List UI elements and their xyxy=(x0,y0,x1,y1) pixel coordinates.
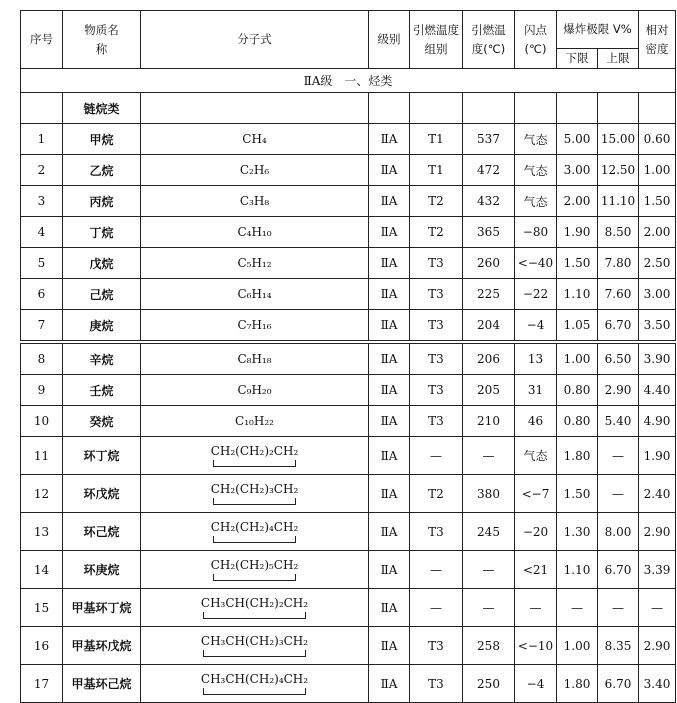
cell-lower-limit: 1.30 xyxy=(557,513,598,551)
formula-text: CH₂(CH₂)₂CH₂ xyxy=(210,444,299,458)
cell-formula xyxy=(141,124,369,155)
cell-no: 14 xyxy=(21,551,63,589)
cell-flash-point: <21 xyxy=(515,551,557,589)
cell-name: 辛烷 xyxy=(63,344,141,375)
cell-lower-limit: 1.10 xyxy=(557,551,598,589)
cell-name: 己烷 xyxy=(63,279,141,310)
cell-relative-density: 3.00 xyxy=(639,279,676,310)
cell-lower-limit: 0.80 xyxy=(557,406,598,437)
cell-no: 4 xyxy=(21,217,63,248)
cell-relative-density: 2.50 xyxy=(639,248,676,279)
table-row xyxy=(21,627,676,665)
formula-text: CH₄ xyxy=(242,132,267,146)
formula-text: C₆H₁₄ xyxy=(237,287,272,301)
cell-ignition-temp: 225 xyxy=(463,279,515,310)
table-row xyxy=(21,279,676,310)
cell-relative-density: 4.90 xyxy=(639,406,676,437)
table-row xyxy=(21,217,676,248)
cell-flash-point: <−40 xyxy=(515,248,557,279)
table-row xyxy=(21,344,676,375)
cell-upper-limit: 15.00 xyxy=(598,124,639,155)
cell-grade: ⅡA xyxy=(369,627,410,665)
ring-formula xyxy=(201,672,308,695)
cell-no: 7 xyxy=(21,310,63,341)
cell-temp-group: T3 xyxy=(410,665,463,703)
cell-no: 8 xyxy=(21,344,63,375)
cell-name: 戊烷 xyxy=(63,248,141,279)
cell-name: 乙烷 xyxy=(63,155,141,186)
ring-bond-bracket xyxy=(213,498,297,505)
cell-formula xyxy=(141,344,369,375)
cell-grade: ⅡA xyxy=(369,475,410,513)
formula-text: C₉H₂₀ xyxy=(237,383,272,397)
cell-flash-point: <−7 xyxy=(515,475,557,513)
cell-ignition-temp: 206 xyxy=(463,344,515,375)
cell-temp-group: T3 xyxy=(410,310,463,341)
cell-relative-density: 1.00 xyxy=(639,155,676,186)
cell-upper-limit: 12.50 xyxy=(598,155,639,186)
cell-lower-limit: 1.50 xyxy=(557,475,598,513)
cell-relative-density: 2.00 xyxy=(639,217,676,248)
header-lower-limit: 下限 xyxy=(557,49,598,69)
formula-text: C₇H₁₆ xyxy=(237,318,272,332)
cell-upper-limit: 8.50 xyxy=(598,217,639,248)
cell-temp-group: T3 xyxy=(410,627,463,665)
cell-relative-density: 3.50 xyxy=(639,310,676,341)
ring-bond-bracket xyxy=(213,460,297,467)
cell-no: 15 xyxy=(21,589,63,627)
cell-name: 甲基环戊烷 xyxy=(63,627,141,665)
cell-formula xyxy=(141,155,369,186)
cell-no: 2 xyxy=(21,155,63,186)
table-row xyxy=(21,406,676,437)
cell-lower-limit: 1.00 xyxy=(557,344,598,375)
cell-relative-density: 2.40 xyxy=(639,475,676,513)
formula-text: CH₃CH(CH₂)₃CH₂ xyxy=(200,634,309,648)
header-upper-limit: 上限 xyxy=(598,49,639,69)
ring-formula xyxy=(201,634,308,657)
cell-grade: ⅡA xyxy=(369,513,410,551)
cell-grade: ⅡA xyxy=(369,217,410,248)
section-title: ⅡA级 一、烃类 xyxy=(21,69,676,93)
cell-grade: ⅡA xyxy=(369,437,410,475)
cell-name: 壬烷 xyxy=(63,375,141,406)
cell-grade: ⅡA xyxy=(369,551,410,589)
cell-name: 甲基环己烷 xyxy=(63,665,141,703)
cell-flash-point: 气态 xyxy=(515,124,557,155)
cell-grade: ⅡA xyxy=(369,248,410,279)
cell-upper-limit: 7.80 xyxy=(598,248,639,279)
cell-temp-group: T1 xyxy=(410,124,463,155)
header-formula: 分子式 xyxy=(141,11,369,69)
cell-upper-limit: 2.90 xyxy=(598,375,639,406)
cell-name: 丙烷 xyxy=(63,186,141,217)
cell-formula xyxy=(141,665,369,703)
cell-ignition-temp: — xyxy=(463,589,515,627)
cell-upper-limit: 5.40 xyxy=(598,406,639,437)
ring-formula xyxy=(201,596,308,619)
cell-grade: ⅡA xyxy=(369,406,410,437)
cell-temp-group: T3 xyxy=(410,375,463,406)
cell-lower-limit: 1.80 xyxy=(557,437,598,475)
cell-upper-limit: 6.50 xyxy=(598,344,639,375)
cell-grade: ⅡA xyxy=(369,310,410,341)
table-row xyxy=(21,186,676,217)
cell-relative-density: 4.40 xyxy=(639,375,676,406)
cell-upper-limit: 6.70 xyxy=(598,551,639,589)
table-row xyxy=(21,310,676,341)
cell-temp-group: T3 xyxy=(410,513,463,551)
cell-formula xyxy=(141,551,369,589)
formula-text: C₈H₁₈ xyxy=(237,352,272,366)
ring-bond-bracket xyxy=(213,536,297,543)
cell-upper-limit: — xyxy=(598,589,639,627)
cell-temp-group: T1 xyxy=(410,155,463,186)
header-name: 物质名称 xyxy=(63,11,141,69)
formula-text: CH₂(CH₂)₅CH₂ xyxy=(210,558,299,572)
cell-relative-density: 2.90 xyxy=(639,627,676,665)
ring-formula xyxy=(211,444,299,467)
cell-flash-point: 46 xyxy=(515,406,557,437)
cell-relative-density: 3.40 xyxy=(639,665,676,703)
cell-temp-group: T2 xyxy=(410,186,463,217)
cell-no: 10 xyxy=(21,406,63,437)
cell-flash-point: <−10 xyxy=(515,627,557,665)
cell-ignition-temp: 210 xyxy=(463,406,515,437)
cell-ignition-temp: 472 xyxy=(463,155,515,186)
cell-ignition-temp: 204 xyxy=(463,310,515,341)
cell-temp-group: — xyxy=(410,551,463,589)
cell-upper-limit: 8.00 xyxy=(598,513,639,551)
cell-relative-density: 1.90 xyxy=(639,437,676,475)
cell-name: 环丁烷 xyxy=(63,437,141,475)
cell-temp-group: T3 xyxy=(410,406,463,437)
cell-relative-density: — xyxy=(639,589,676,627)
cell-grade: ⅡA xyxy=(369,589,410,627)
cell-relative-density: 2.90 xyxy=(639,513,676,551)
cell-grade: ⅡA xyxy=(369,279,410,310)
cell-lower-limit: 1.10 xyxy=(557,279,598,310)
subsection-label: 链烷类 xyxy=(63,93,141,124)
cell-upper-limit: 8.35 xyxy=(598,627,639,665)
cell-formula xyxy=(141,406,369,437)
cell-lower-limit: 1.50 xyxy=(557,248,598,279)
header-grade: 级别 xyxy=(369,11,410,69)
cell-flash-point: — xyxy=(515,589,557,627)
header-temp-group: 引燃温度组别 xyxy=(410,11,463,69)
cell-temp-group: — xyxy=(410,589,463,627)
cell-ignition-temp: 380 xyxy=(463,475,515,513)
cell-formula xyxy=(141,186,369,217)
cell-formula xyxy=(141,513,369,551)
cell-ignition-temp: 258 xyxy=(463,627,515,665)
cell-temp-group: — xyxy=(410,437,463,475)
table-row xyxy=(21,124,676,155)
cell-grade: ⅡA xyxy=(369,665,410,703)
table-row xyxy=(21,551,676,589)
header-explosion-limits: 爆炸极限 V% xyxy=(557,11,639,49)
cell-ignition-temp: 365 xyxy=(463,217,515,248)
header-no: 序号 xyxy=(21,11,63,69)
cell-flash-point: −80 xyxy=(515,217,557,248)
cell-flash-point: −22 xyxy=(515,279,557,310)
cell-ignition-temp: 250 xyxy=(463,665,515,703)
cell-flash-point: 气态 xyxy=(515,155,557,186)
table-row xyxy=(21,513,676,551)
cell-ignition-temp: 260 xyxy=(463,248,515,279)
cell-relative-density: 1.50 xyxy=(639,186,676,217)
cell-lower-limit: 0.80 xyxy=(557,375,598,406)
cell-formula xyxy=(141,217,369,248)
formula-text: C₁₀H₂₂ xyxy=(235,414,274,428)
cell-temp-group: T3 xyxy=(410,248,463,279)
ring-formula xyxy=(211,482,299,505)
cell-formula xyxy=(141,279,369,310)
cell-temp-group: T2 xyxy=(410,217,463,248)
table-row xyxy=(21,155,676,186)
cell-name: 癸烷 xyxy=(63,406,141,437)
cell-name: 环己烷 xyxy=(63,513,141,551)
cell-grade: ⅡA xyxy=(369,186,410,217)
cell-grade: ⅡA xyxy=(369,375,410,406)
cell-lower-limit: — xyxy=(557,589,598,627)
table-row xyxy=(21,375,676,406)
cell-no: 5 xyxy=(21,248,63,279)
formula-text: C₂H₆ xyxy=(239,163,270,177)
cell-flash-point: −4 xyxy=(515,310,557,341)
cell-lower-limit: 1.80 xyxy=(557,665,598,703)
cell-formula xyxy=(141,248,369,279)
table-row xyxy=(21,589,676,627)
cell-no: 3 xyxy=(21,186,63,217)
cell-temp-group: T3 xyxy=(410,344,463,375)
cell-flash-point: 气态 xyxy=(515,186,557,217)
cell-relative-density: 3.39 xyxy=(639,551,676,589)
cell-temp-group: T3 xyxy=(410,279,463,310)
cell-upper-limit: 6.70 xyxy=(598,310,639,341)
cell-no: 13 xyxy=(21,513,63,551)
cell-flash-point: −20 xyxy=(515,513,557,551)
cell-formula xyxy=(141,475,369,513)
cell-no: 17 xyxy=(21,665,63,703)
cell-upper-limit: — xyxy=(598,437,639,475)
formula-text: CH₃CH(CH₂)₂CH₂ xyxy=(200,596,309,610)
cell-lower-limit: 3.00 xyxy=(557,155,598,186)
cell-ignition-temp: 245 xyxy=(463,513,515,551)
cell-ignition-temp: 205 xyxy=(463,375,515,406)
ring-bond-bracket xyxy=(213,574,297,581)
ring-bond-bracket xyxy=(203,612,306,619)
cell-formula xyxy=(141,627,369,665)
hazardous-substances-table xyxy=(20,10,676,703)
cell-lower-limit: 1.00 xyxy=(557,627,598,665)
cell-grade: ⅡA xyxy=(369,155,410,186)
table-row xyxy=(21,437,676,475)
cell-upper-limit: 7.60 xyxy=(598,279,639,310)
formula-text: CH₂(CH₂)₄CH₂ xyxy=(210,520,299,534)
table-row xyxy=(21,665,676,703)
cell-grade: ⅡA xyxy=(369,124,410,155)
cell-lower-limit: 2.00 xyxy=(557,186,598,217)
ring-bond-bracket xyxy=(203,650,306,657)
cell-name: 庚烷 xyxy=(63,310,141,341)
header-flash-point: 闪点(℃) xyxy=(515,11,557,69)
cell-name: 甲烷 xyxy=(63,124,141,155)
cell-name: 甲基环丁烷 xyxy=(63,589,141,627)
cell-ignition-temp: 537 xyxy=(463,124,515,155)
formula-text: CH₃CH(CH₂)₄CH₂ xyxy=(200,672,309,686)
formula-text: C₄H₁₀ xyxy=(237,225,272,239)
cell-lower-limit: 1.90 xyxy=(557,217,598,248)
cell-flash-point: −4 xyxy=(515,665,557,703)
cell-temp-group: T2 xyxy=(410,475,463,513)
cell-lower-limit: 1.05 xyxy=(557,310,598,341)
cell-no: 9 xyxy=(21,375,63,406)
cell-upper-limit: 6.70 xyxy=(598,665,639,703)
cell-name: 丁烷 xyxy=(63,217,141,248)
cell-name: 环戊烷 xyxy=(63,475,141,513)
table-row xyxy=(21,248,676,279)
cell-flash-point: 31 xyxy=(515,375,557,406)
table-row xyxy=(21,475,676,513)
formula-text: C₅H₁₂ xyxy=(237,256,272,270)
cell-flash-point: 13 xyxy=(515,344,557,375)
formula-text: C₃H₈ xyxy=(239,194,270,208)
header-relative-density: 相对密度 xyxy=(639,11,676,69)
cell-no: 16 xyxy=(21,627,63,665)
cell-upper-limit: 11.10 xyxy=(598,186,639,217)
formula-text: CH₂(CH₂)₃CH₂ xyxy=(210,482,299,496)
cell-ignition-temp: — xyxy=(463,551,515,589)
cell-no: 12 xyxy=(21,475,63,513)
cell-formula xyxy=(141,589,369,627)
ring-formula xyxy=(211,520,299,543)
cell-no: 6 xyxy=(21,279,63,310)
cell-grade: ⅡA xyxy=(369,344,410,375)
cell-no: 1 xyxy=(21,124,63,155)
cell-upper-limit: — xyxy=(598,475,639,513)
cell-relative-density: 0.60 xyxy=(639,124,676,155)
header-ignition-temp: 引燃温度(℃) xyxy=(463,11,515,69)
cell-ignition-temp: — xyxy=(463,437,515,475)
cell-flash-point: 气态 xyxy=(515,437,557,475)
cell-no: 11 xyxy=(21,437,63,475)
ring-formula xyxy=(211,558,299,581)
cell-formula xyxy=(141,375,369,406)
cell-name: 环庚烷 xyxy=(63,551,141,589)
cell-formula xyxy=(141,437,369,475)
cell-formula xyxy=(141,310,369,341)
cell-relative-density: 3.90 xyxy=(639,344,676,375)
cell-ignition-temp: 432 xyxy=(463,186,515,217)
cell-lower-limit: 5.00 xyxy=(557,124,598,155)
